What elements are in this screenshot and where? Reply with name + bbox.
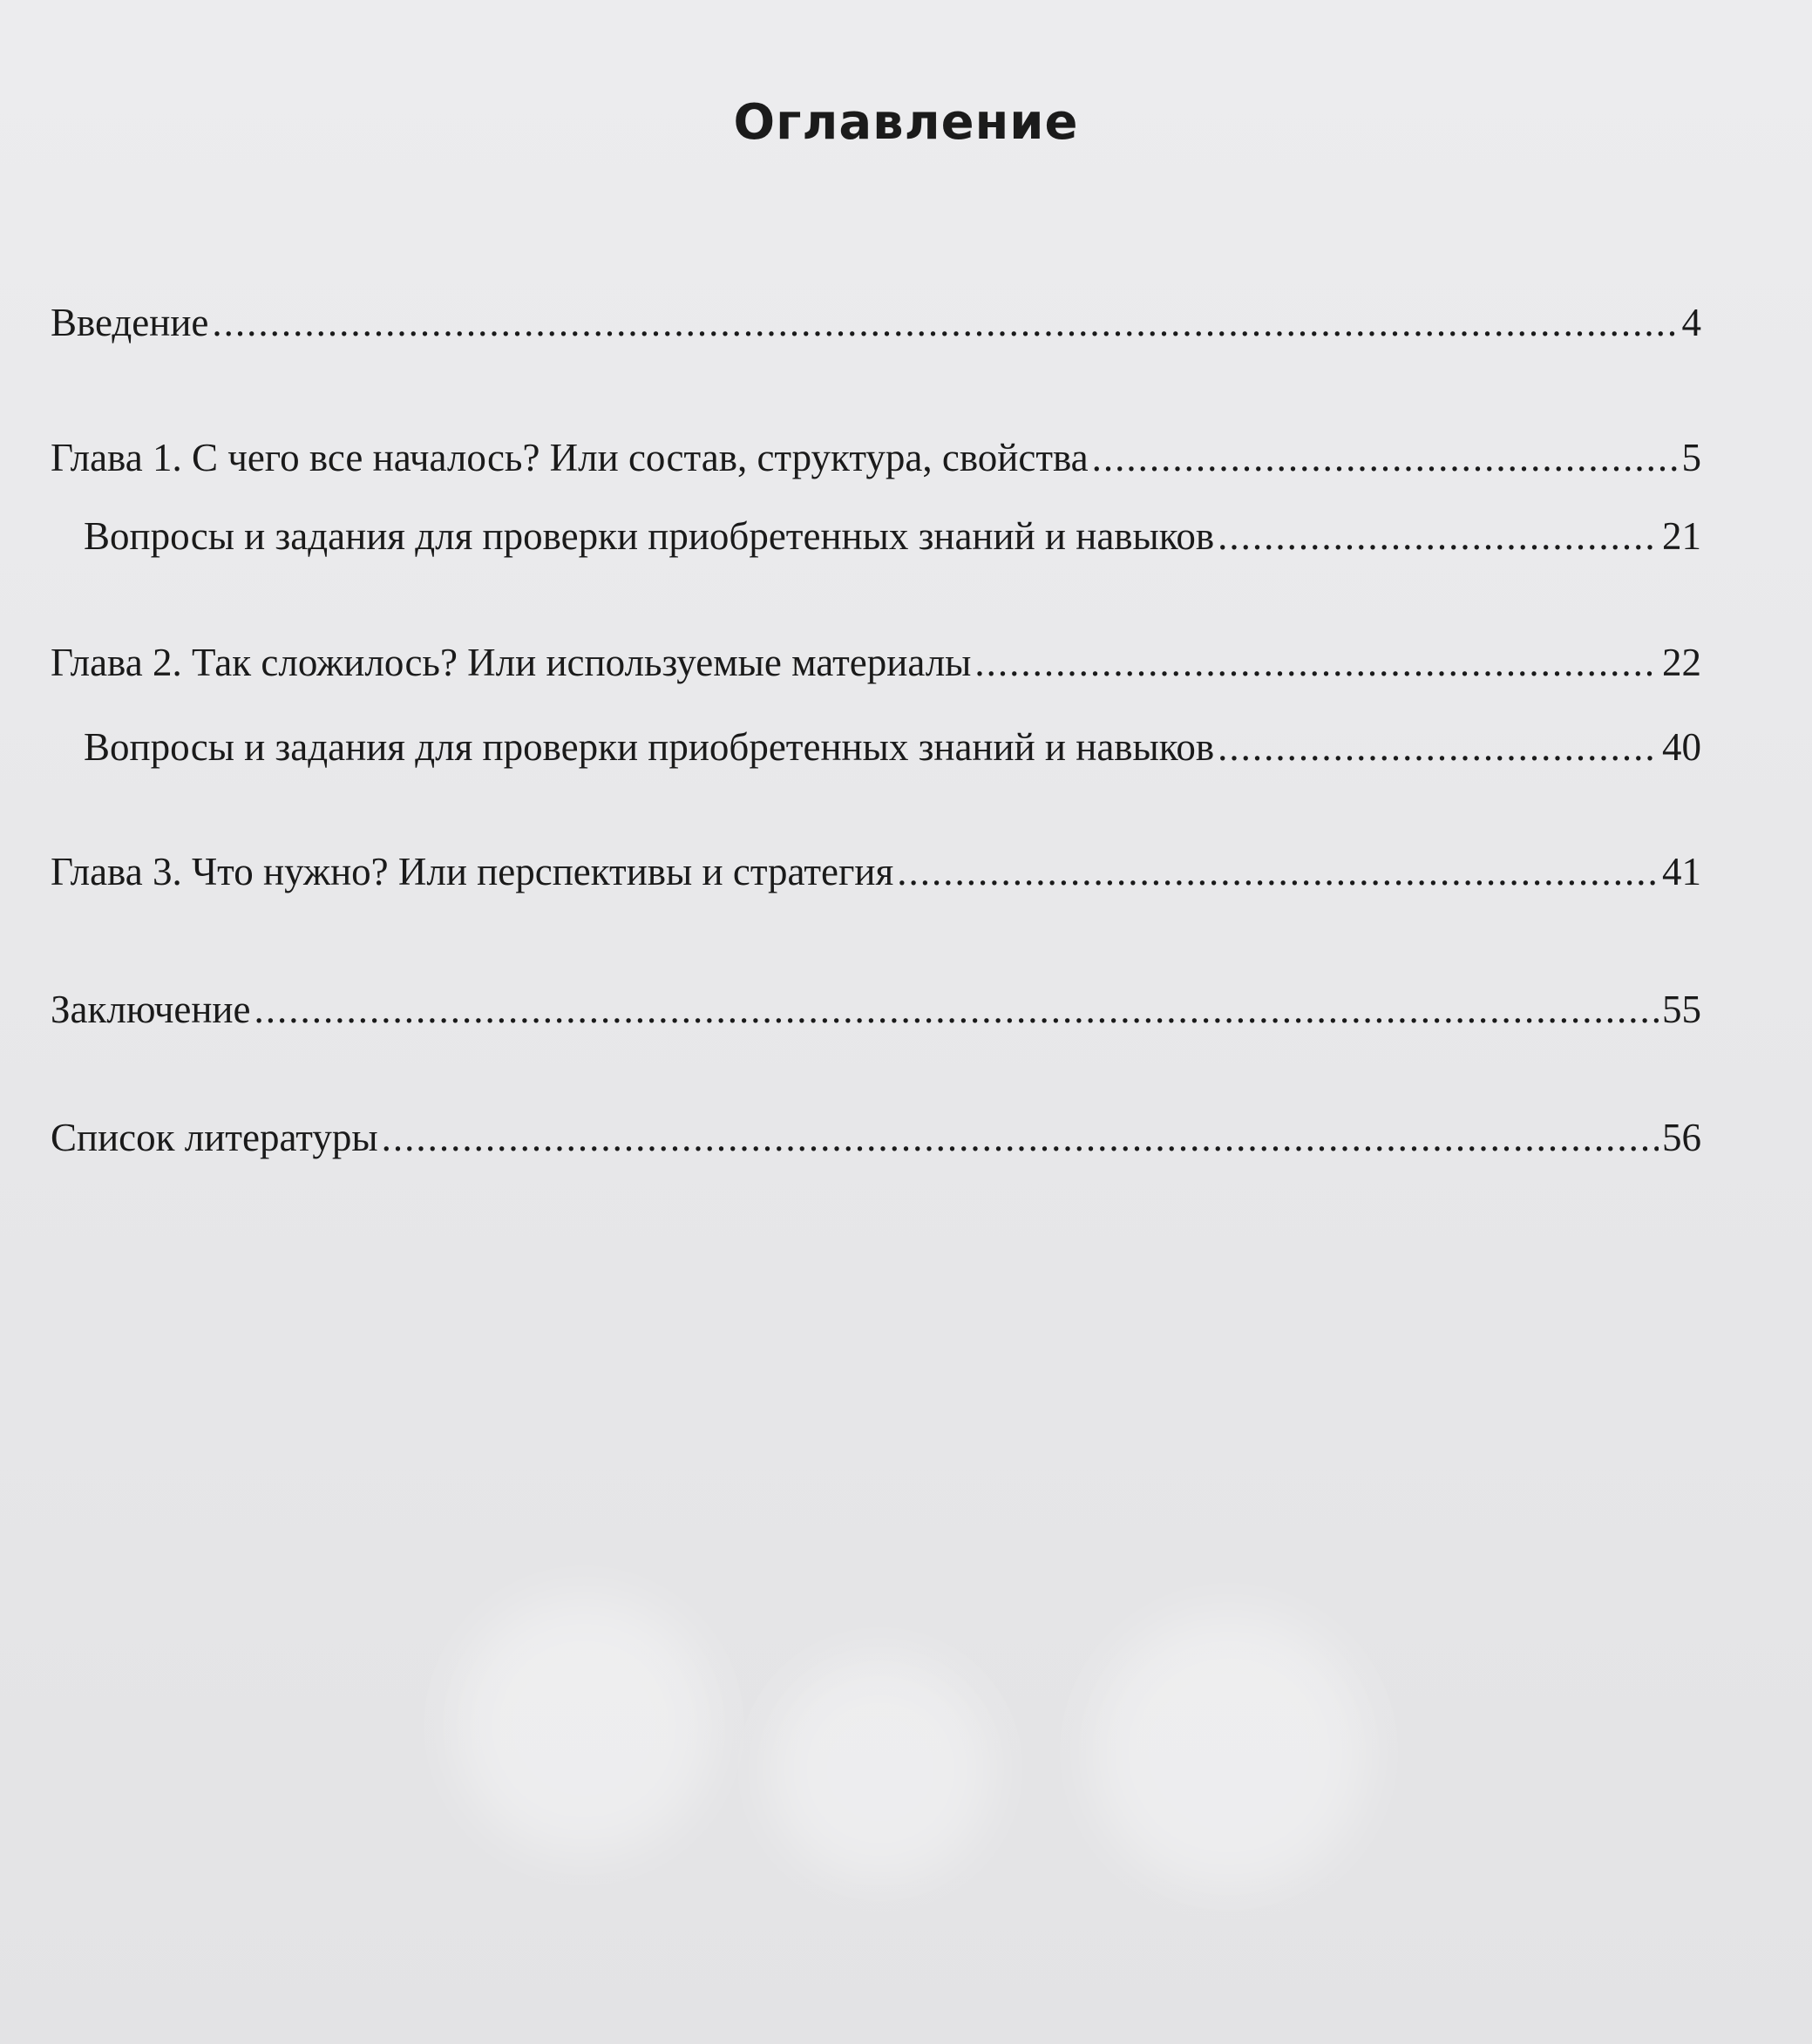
toc-leader-dots bbox=[974, 636, 1659, 689]
toc-entry-page: 4 bbox=[1681, 301, 1701, 344]
toc-entry-chapter-1 bbox=[51, 431, 1701, 484]
toc-leader-dots bbox=[897, 845, 1659, 898]
toc-entry-page: 40 bbox=[1662, 725, 1701, 769]
toc-entry-conclusion bbox=[51, 983, 1701, 1036]
toc-entry-chapter-1-questions bbox=[84, 510, 1701, 562]
toc-leader-dots bbox=[212, 296, 1678, 349]
toc-leader-dots bbox=[1092, 431, 1679, 484]
toc-leader-dots bbox=[1218, 721, 1659, 773]
background-shadow bbox=[767, 1656, 994, 1883]
toc-entry-label: Введение bbox=[51, 301, 209, 344]
toc-entry-page: 41 bbox=[1662, 850, 1701, 893]
toc-entry-chapter-2 bbox=[51, 636, 1701, 689]
toc-entry-label: Глава 2. Так сложилось? Или используемые материалы bbox=[51, 641, 972, 684]
toc-leader-dots bbox=[382, 1111, 1659, 1164]
toc-entry-page: 56 bbox=[1662, 1116, 1701, 1159]
toc-entry-chapter-3 bbox=[51, 845, 1701, 898]
toc-entry-page: 22 bbox=[1662, 641, 1701, 684]
toc-entry-chapter-2-questions bbox=[84, 721, 1701, 773]
background-shadow bbox=[1089, 1613, 1368, 1891]
toc-entry-label: Список литературы bbox=[51, 1116, 378, 1159]
toc-entry-page: 55 bbox=[1662, 988, 1701, 1031]
toc-entry-label: Глава 3. Что нужно? Или перспективы и стратегия bbox=[51, 850, 894, 893]
toc-entry-label: Вопросы и задания для проверки приобретенных знаний и навыков bbox=[84, 514, 1215, 558]
toc-entry-label: Глава 1. С чего все началось? Или состав, структура, свойства bbox=[51, 436, 1089, 479]
toc-entry-label: Заключение bbox=[51, 988, 251, 1031]
background-shadow bbox=[453, 1595, 715, 1857]
toc-entry-introduction bbox=[51, 296, 1701, 349]
toc-leader-dots bbox=[1218, 510, 1659, 562]
page-title: Оглавление bbox=[733, 94, 1079, 151]
toc-entry-page: 5 bbox=[1681, 436, 1701, 479]
toc-entry-label: Вопросы и задания для проверки приобретенных знаний и навыков bbox=[84, 725, 1215, 769]
toc-leader-dots bbox=[254, 983, 1659, 1036]
toc-entry-bibliography bbox=[51, 1111, 1701, 1164]
toc-entry-page: 21 bbox=[1662, 514, 1701, 558]
